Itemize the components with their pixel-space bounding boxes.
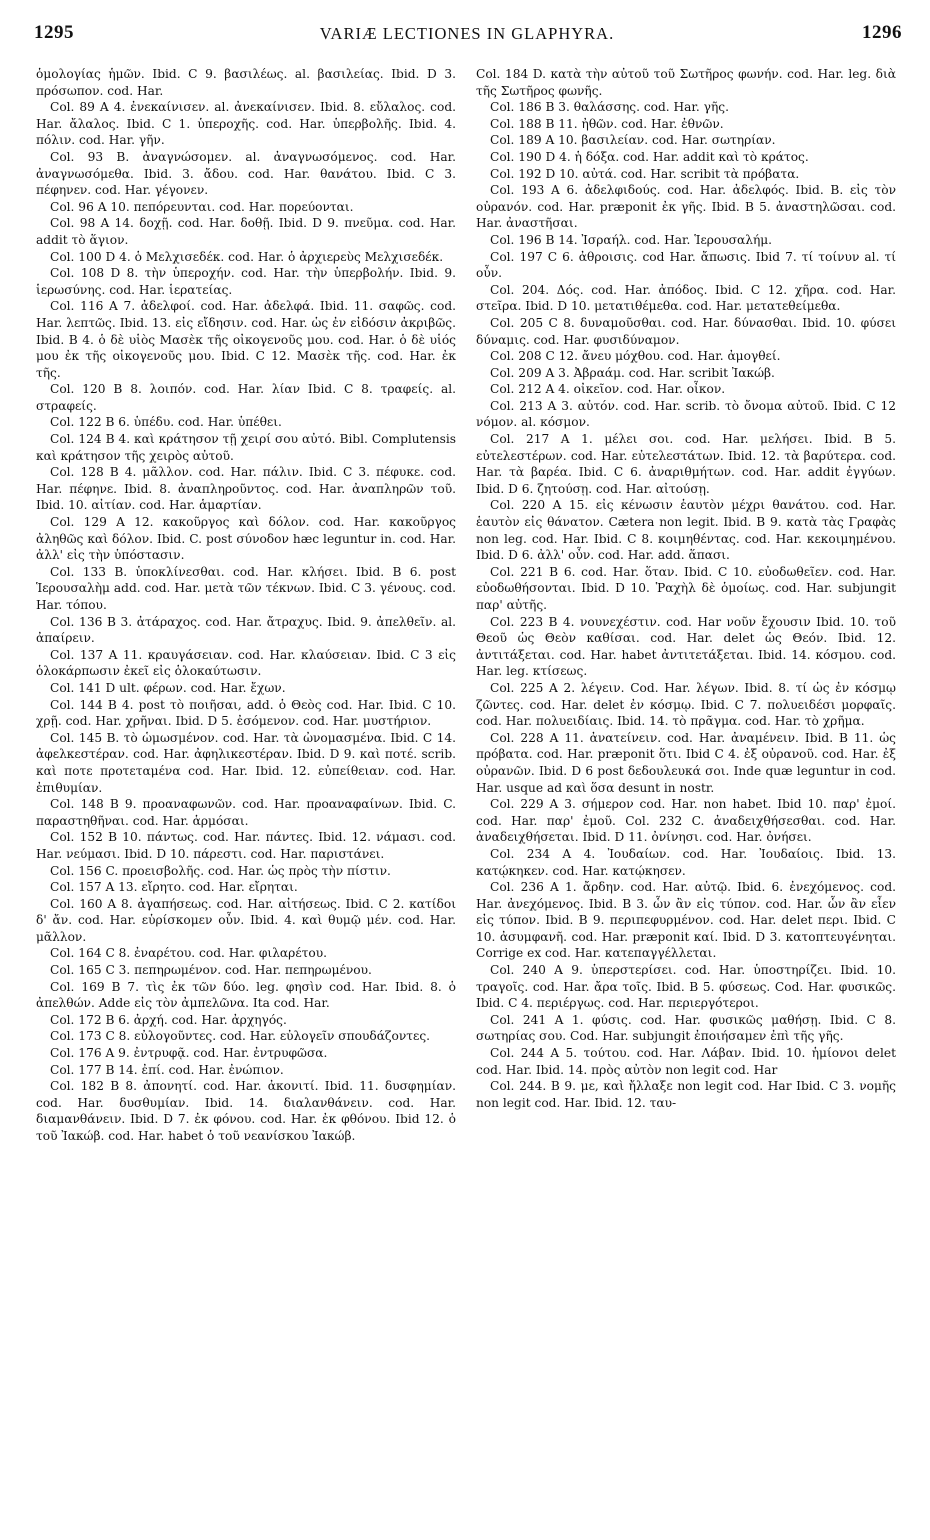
right-text-column <box>476 66 896 1111</box>
variant-entry: Col. 165 C 3. πεπηρωμένον. cod. Har. πεπηρωμένου. <box>50 963 372 978</box>
page-header <box>32 14 902 44</box>
variant-entry: Col. 196 B 14. Ἰσραήλ. cod. Har. Ἱερουσαλήμ. <box>490 232 773 247</box>
variant-entry: Col. 136 B 3. ἀτάραχος. cod. Har. ἄτραχυς. Ibid. 9. ἀπελθεῖν. al. ἀπαίρειν. <box>36 614 456 646</box>
variant-entry: Col. 212 A 4. οἰκεῖον. cod. Har. οἶκον. <box>490 382 726 397</box>
variant-entry: Col. 144 B 4. post τὸ ποιῆσαι, add. ὁ Θεὸς cod. Har. Ibid. C 10. χρῇ. cod. Har. χρῆναι. Ibid. D 5. ἐσόμενον. cod. Har. μυστήριον. <box>36 697 456 729</box>
variant-entry: Col. 225 A 2. λέγειν. Cod. Har. λέγων. Ibid. 8. τί ὡς ἐν κόσμῳ ζῶντες. cod. Har. delet ἐν κόσμῳ. Ibid. C 7. πολυειδέσι μορφαῖς. cod. Har. πολυειδίαις. Ibid. 14. τὸ πρᾶγμα. cod. Har. τὸ χρῆμα. <box>476 680 896 729</box>
variant-entry: Col. 96 A 10. πεπόρευνται. cod. Har. πορεύονται. <box>50 199 354 214</box>
variant-entry: Col. 220 A 15. εἰς κένωσιν ἑαυτὸν μέχρι θανάτου. cod. Har. ἑαυτὸν εἰς θάνατον. Cætera non legit. Ibid. B 9. κατὰ τὰς Γραφὰς non leg. cod. Har. Ibid. C 8. κοιμηθέντας. cod. Har. κεκοιμημένου. Ibid. D 6. ἀλλ' οὖν. cod. Har. add. ἅπασι. <box>476 498 896 563</box>
variant-entry: Col. 229 A 3. σήμερον cod. Har. non habet. Ibid 10. παρ' ἐμοί. cod. Har. παρ' ἐμοῦ. Col. 232 C. ἀναδειχθήσεσθαι. cod. Har. ἀναδειχθήσεται. Ibid. D 11. ὀνίνησι. cod. Har. ὀνήσει. <box>476 797 896 845</box>
variant-entry: Col. 177 B 14. ἐπί. cod. Har. ἐνώπιον. <box>50 1062 284 1077</box>
variant-entry: Col. 145 B. τὸ ὡμωσμένον. cod. Har. τὰ ὠνομασμένα. Ibid. C 14. ἀφελκεστέραν. cod. Har. ἀφηλικεστέραν. Ibid. D 9. καὶ ποτέ. scrib. καὶ ποτε προτεταμένα cod. Har. Ibid. 12. εὐπείθειαν. cod. Har. ἐπιθυμίαν. <box>36 730 456 795</box>
variant-entry: Col. 205 C 8. δυναμοῦσθαι. cod. Har. δύνασθαι. Ibid. 10. φύσει δύναμις. cod. Har. φυσιδύναμον. <box>476 315 896 347</box>
variant-entry: Col. 192 D 10. αὐτά. cod. Har. scribit τὰ πρόβατα. <box>490 166 800 181</box>
variant-entry: Col. 217 A 1. μέλει σοι. cod. Har. μελήσει. Ibid. B 5. εὐτελεστέρων. cod. Har. εὐτελεστάτων. Ibid. 12. τὰ βαρύτερα. cod. Har. τὰ βαρέα. Ibid. C 6. ἀναριθμήτων. cod. Har. addit ἐγγύων. Ibid. D 6. ζητούσῃ. cod. Har. αἰτούσῃ. <box>476 432 896 496</box>
variant-entry: Col. 100 D 4. ὁ Μελχισεδέκ. cod. Har. ὁ ἀρχιερεὺς Μελχισεδέκ. <box>50 249 444 264</box>
variant-entry: Col. 193 A 6. ἀδελφιδούς. cod. Har. ἀδελφός. Ibid. B. εἰς τὸν οὐρανόν. cod. Har. præponit ἐκ γῆς. Ibid. B 5. ἀναστηλῶσαι. cod. Har. ἀναστῆσαι. <box>476 183 896 231</box>
variant-entry: Col. 244. B 9. με, καὶ ἤλλαξε non legit cod. Har Ibid. C 3. νομῆς non legit cod. Har. Ibid. 12. ταυ- <box>476 1079 896 1110</box>
variant-entry: Col. 116 A 7. ἀδελφοί. cod. Har. ἀδελφά. Ibid. 11. σαφῶς. cod. Har. λεπτῶς. Ibid. 13. εἰς εἴδησιν. cod. Har. ὡς ἐν εἰδόσιν ἀκριβῶς. Ibid. B 4. ὁ δὲ υἱὸς Μασὲκ τῆς οἰκογενοῦς μου. cod. Har. ὁ δὲ υἱός μου ἐκ τῆς οἰκογενοῦς μου. Ibid. C 12. Μασὲκ τῆς. cod. Har. ἐκ τῆς. <box>36 299 456 380</box>
variant-entry: Col. 164 C 8. ἐναρέτου. cod. Har. φιλαρέτου. <box>50 946 327 961</box>
column-number-right: 1296 <box>862 22 902 43</box>
variant-entry: Col. 240 A 9. ὑπερστερίσει. cod. Har. ὑποστηρίζει. Ibid. 10. τραγοῖς. cod. Har. ἄρα τοῖς. Ibid. B 5. φύσεως. Cod. Har. φυσικῶς. Ibid. C 4. περιέργως. cod. Har. περιεργότεροι. <box>476 963 896 1011</box>
variant-entry: Col. 241 A 1. φύσις. cod. Har. φυσικῶς μαθήσῃ. Ibid. C 8. σωτηρίας σου. Cod. Har. subjungit ἐποιήσαμεν ἐπὶ τῆς γῆς. <box>476 1012 896 1044</box>
variant-entry: Col. 156 C. προεισβολῆς. cod. Har. ὡς πρὸς τὴν πίστιν. <box>50 863 391 878</box>
variant-entry: Col. 173 C 8. εὐλογοῦντες. cod. Har. εὐλογεῖν σπουδάζοντες. <box>50 1029 431 1044</box>
column-number-left: 1295 <box>34 22 74 43</box>
variant-entry: Col. 234 A 4. Ἰουδαίων. cod. Har. Ἰουδαίοις. Ibid. 13. κατῴκηκεν. cod. Har. κατῴκησεν. <box>476 846 896 878</box>
variant-entry: Col. 172 B 6. ἀρχή. cod. Har. ἀρχηγός. <box>50 1012 287 1027</box>
variant-entry: Col. 213 A 3. αὐτόν. cod. Har. scrib. τὸ ὄνομα αὐτοῦ. Ibid. C 12 νόμον. al. κόσμον. <box>476 398 896 430</box>
variant-entry: ὁμολογίας ἡμῶν. Ibid. C 9. βασιλέως. al. βασιλείας. Ibid. D 3. πρόσωπον. cod. Har. <box>36 67 456 98</box>
variant-entry: Col. 148 B 9. προαναφωνῶν. cod. Har. προαναφαίνων. Ibid. C. παραστηθῆναι. cod. Har. ἁρμόσαι. <box>36 797 456 828</box>
variant-entry: Col. 129 A 12. κακοῦργος καὶ δόλον. cod. Har. κακοῦργος ἀληθῶς καὶ δόλον. Ibid. C. post σύνοδον hæc leguntur in. cod. Har. ἀλλ' εἰς τὴν ὑπόστασιν. <box>36 515 456 563</box>
variant-entry: Col. 89 A 4. ἐνεκαίνισεν. al. ἀνεκαίνισεν. Ibid. 8. εὔλαλος. cod. Har. ἄλαλος. Ibid. C 1. ὑπεροχῆς. cod. Har. ὑπερβολῆς. Ibid. 4. πόλιν. cod. Har. γῆν. <box>36 100 456 148</box>
variant-entry: Col. 169 B 7. τὶς ἐκ τῶν δύο. leg. φησὶν cod. Har. Ibid. 8. ὁ ἀπελθών. Adde εἰς τὸν ἀμπελῶνα. Ita cod. Har. <box>36 979 456 1011</box>
variant-entry: Col. 93 B. ἀναγνώσομεν. al. ἀναγνωσόμενος. cod. Har. ἀναγνωσόμεθα. Ibid. 3. ἄδου. cod. Har. θανάτου. Ibid. C 3. πέφηνεν. cod. Har. γέγονεν. <box>36 149 456 198</box>
variant-entry: Col. 184 D. κατὰ τὴν αὐτοῦ τοῦ Σωτῆρος φωνήν. cod. Har. leg. διὰ τῆς Σωτῆρος φωνῆς. <box>476 67 896 98</box>
variant-entry: Col. 124 B 4. καὶ κράτησον τῇ χειρί σου αὐτό. Bibl. Complutensis καὶ κράτησον τῆς χειρὸς αὐτοῦ. <box>36 432 456 463</box>
variant-entry: Col. 152 B 10. πάντως. cod. Har. πάντες. Ibid. 12. νάμασι. cod. Har. νεύμασι. Ibid. D 10. πάρεστι. cod. Har. παριστάνει. <box>36 830 456 861</box>
variant-entry: Col. 98 A 14. δοχῇ. cod. Har. δοθῇ. Ibid. D 9. πνεῦμα. cod. Har. addit τὸ ἅγιον. <box>36 216 456 247</box>
variant-entry: Col. 182 B 8. ἀπονητί. cod. Har. ἀκονιτί. Ibid. 11. δυσφημίαν. cod. Har. δυσθυμίαν. Ibid. 14. διαλανθάνειν. cod. Har. διαμανθάνειν. Ibid. D 7. ἐκ φόνου. cod. Har. ἐκ φθόνου. Ibid 12. ὁ τοῦ Ἰακώβ. cod. Har. habet ὁ τοῦ νεανίσκου Ἰακώβ. <box>36 1079 456 1143</box>
variant-entry: Col. 128 B 4. μᾶλλον. cod. Har. πάλιν. Ibid. C 3. πέφυκε. cod. Har. πέφηνε. Ibid. 8. ἀναπληροῦντος. cod. Har. ἀναπληρῶν τοῦ. Ibid. 10. αἰτίαν. cod. Har. ἁμαρτίαν. <box>36 465 456 513</box>
variant-entry: Col. 209 A 3. Ἀβραάμ. cod. Har. scribit Ἰακώβ. <box>490 365 775 380</box>
variant-entry: Col. 108 D 8. τὴν ὑπεροχήν. cod. Har. τὴν ὑπερβολήν. Ibid. 9. ἱερωσύνης. cod. Har. ἱερατείας. <box>36 266 456 297</box>
left-text-column <box>36 66 456 1145</box>
variant-entry: Col. 122 B 6. ὑπέδυ. cod. Har. ὑπέθει. <box>50 415 282 430</box>
variant-entry: Col. 197 C 6. ἀθροισις. cod Har. ἄπωσις. Ibid 7. τί τοίνυν al. τί οὖν. <box>476 249 896 281</box>
variant-entry: Col. 228 A 11. ἀνατείνειν. cod. Har. ἀναμένειν. Ibid. B 11. ὡς πρόβατα. cod. Har. præponit ὅτι. Ibid C 4. ἐξ οὐρανοῦ. cod. Har. ἐξ οὐρανῶν. Ibid. D 6 post δεδουλευκά σοι. Inde quæ leguntur in cod. Har. usque ad καὶ ὅσα desunt in nostr. <box>476 730 896 795</box>
variant-entry: Col. 160 A 8. ἀγαπήσεως. cod. Har. αἰτήσεως. Ibid. C 2. κατίδοι δ' ἄν. cod. Har. εὑρίσκομεν οὖν. Ibid. 4. καὶ θυμῷ μέν. cod. Har. μᾶλλον. <box>36 896 456 944</box>
variant-entry: Col. 137 A 11. κραυγάσειαν. cod. Har. κλαύσειαν. Ibid. C 3 εἰς ὁλοκάρπωσιν ἐκεῖ εἰς ὁλοκαύτωσιν. <box>36 647 456 679</box>
variant-entry: Col. 188 B 11. ἠθῶν. cod. Har. ἐθνῶν. <box>490 116 724 131</box>
variant-entry: Col. 157 A 13. εἴρητο. cod. Har. εἴρηται. <box>50 880 298 895</box>
running-title: VARIÆ LECTIONES IN GLAPHYRA. <box>319 24 615 43</box>
variant-entry: Col. 190 D 4. ἡ δόξα. cod. Har. addit καὶ τὸ κράτος. <box>490 149 809 164</box>
variant-entry: Col. 236 A 1. ἄρδην. cod. Har. αὐτῷ. Ibid. 6. ἐνεχόμενος. cod. Har. ἀνεχόμενος. Ibid. B 3. ὧν ἂν εἰς τύπον. cod. Har. ὧν ἂν εἶεν εἰς τύπον. Ibid. B 9. περιπεφυρμένον. cod. Har. delet περι. Ibid. C 10. ἀσυμφανῆ. cod. Har. præponit καί. Ibid. D 3. κατοπτευγένηται. Corrige ex cod. Har. κατεπαγγέλλεται. <box>476 880 896 961</box>
variant-entry: Col. 176 A 9. ἐντρυφᾷ. cod. Har. ἐντρυφῶσα. <box>50 1046 328 1061</box>
variant-entry: Col. 120 B 8. λοιπόν. cod. Har. λίαν Ibid. C 8. τραφείς. al. στραφείς. <box>36 382 456 413</box>
variant-entry: Col. 223 B 4. νουνεχέστιν. cod. Har νοῦν ἔχουσιν Ibid. 10. τοῦ Θεοῦ ὡς Θεὸν καθίσαι. cod. Har. delet ὡς Θεόν. Ibid. 12. ἀντιτάξεται. cod. Har. habet ἀντιτετάξεται. Ibid. 14. κόσμου. cod. Har. leg. κτίσεως. <box>476 614 896 679</box>
variant-entry: Col. 221 B 6. cod. Har. ὅταν. Ibid. C 10. εὐοδωθεῖεν. cod. Har. εὐοδωθήσονται. Ibid. D 10. Ῥαχὴλ δὲ ὁμοίως. cod. Har. subjungit παρ' αὐτῆς. <box>476 564 896 612</box>
variant-entry: Col. 244 A 5. τούτου. cod. Har. Λάβαν. Ibid. 10. ἡμίονοι delet cod. Har. Ibid. 14. πρὸς αὐτὸν non legit cod. Har <box>476 1046 896 1077</box>
variant-entry: Col. 204. Δός. cod. Har. ἀπόδος. Ibid. C 12. χῆρα. cod. Har. στεῖρα. Ibid. D 10. μετατιθέμεθα. cod. Har. μετατεθείμεθα. <box>476 282 896 314</box>
variant-entry: Col. 141 D ult. φέρων. cod. Har. ἔχων. <box>50 680 286 695</box>
variant-entry: Col. 186 B 3. θαλάσσης. cod. Har. γῆς. <box>490 100 729 115</box>
variant-entry: Col. 189 A 10. βασιλείαν. cod. Har. σωτηρίαν. <box>490 133 776 148</box>
variant-entry: Col. 133 B. ὑποκλίνεσθαι. cod. Har. κλήσει. Ibid. B 6. post Ἱερουσαλὴμ add. cod. Har. μετὰ τῶν τέκνων. Ibid. C 3. γένους. cod. Har. τόπου. <box>36 564 456 612</box>
variant-entry: Col. 208 C 12. ἄνευ μόχθου. cod. Har. ἀμογθεί. <box>490 349 781 364</box>
